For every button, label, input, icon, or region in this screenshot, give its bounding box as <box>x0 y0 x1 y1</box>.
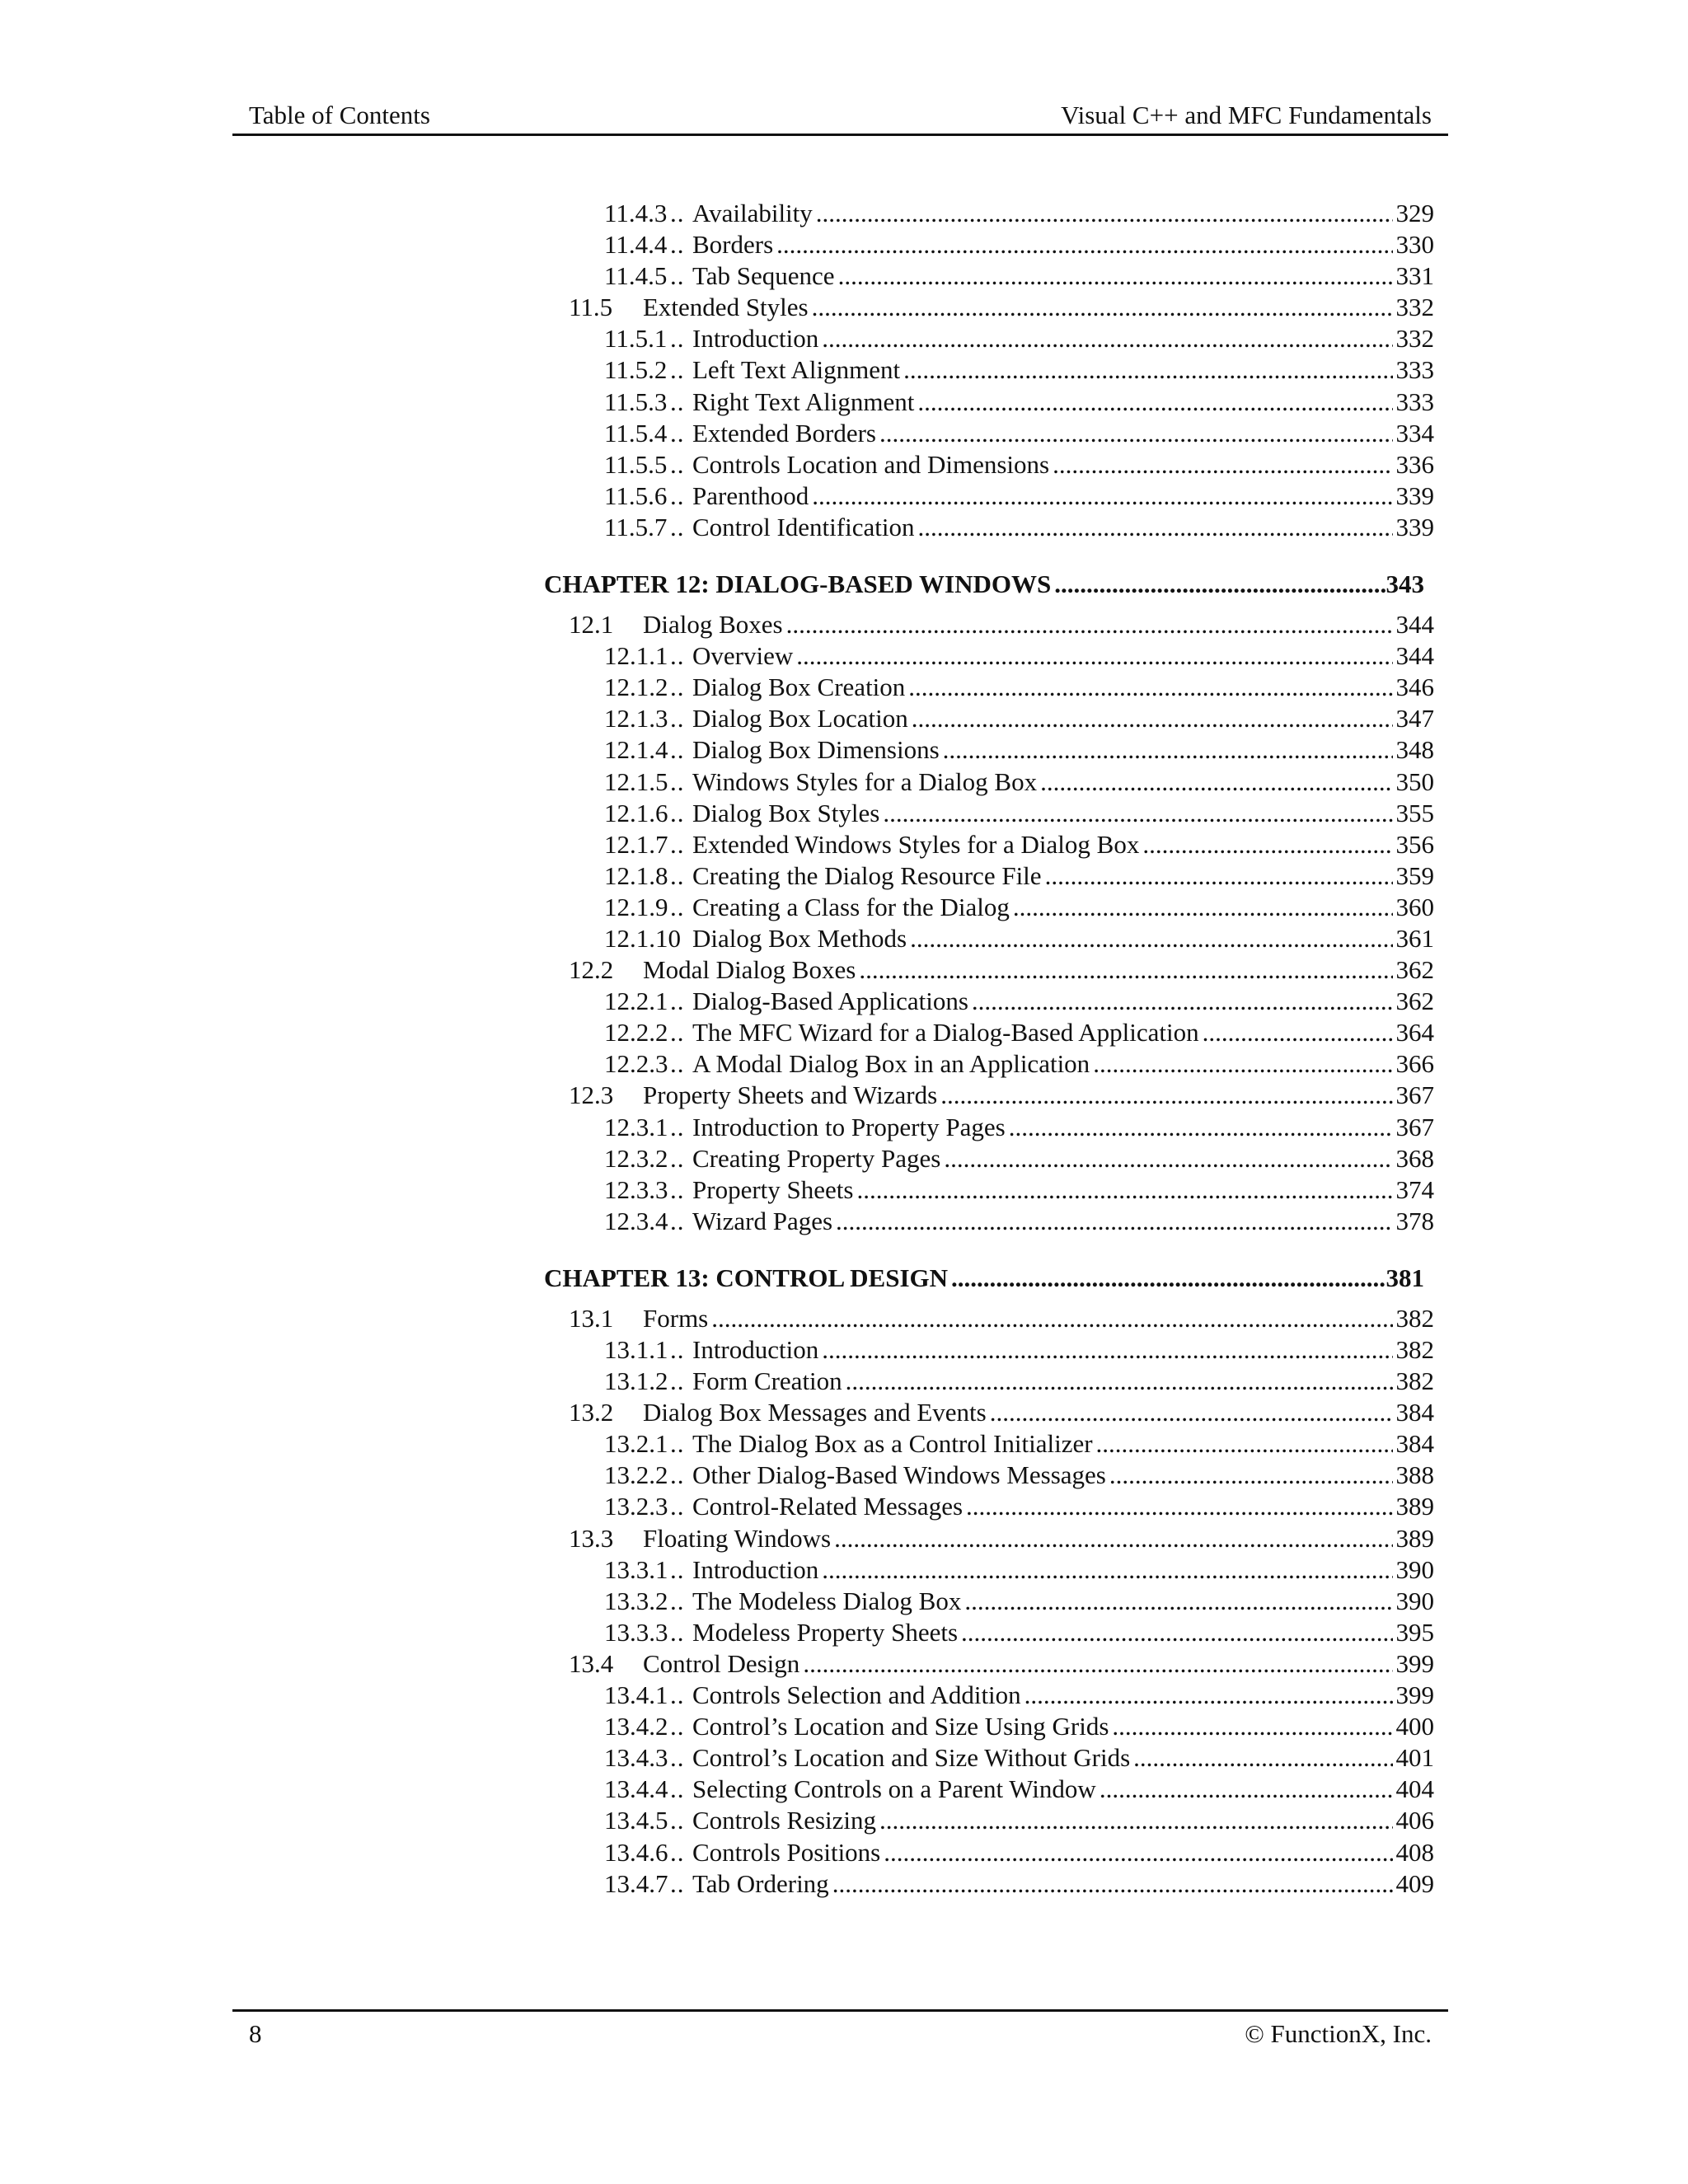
table-of-contents <box>544 198 1434 1900</box>
toc-entry-page: 404 <box>1393 1774 1435 1805</box>
toc-entry[interactable]: 12.3.3 .. Property Sheets ..... 374 <box>544 1174 1434 1206</box>
toc-entry-title: Extended Borders <box>692 418 879 449</box>
toc-entry[interactable]: 13.4.6 .. Controls Positions ..... 408 <box>544 1837 1434 1868</box>
toc-section-number: 13.2 <box>569 1398 614 1427</box>
toc-section-number: 11.5 <box>569 293 613 322</box>
toc-section-title: Extended Styles <box>643 292 812 323</box>
toc-entry-page: 389 <box>1393 1491 1435 1522</box>
toc-entry-title: Extended Windows Styles for a Dialog Box <box>692 829 1142 860</box>
toc-entry-title: Property Sheets <box>692 1174 856 1206</box>
toc-entry[interactable]: 13.4.2 .. Control’s Location and Size Using Grids ..... 400 <box>544 1711 1434 1742</box>
toc-entry[interactable]: 13.4.1 .. Controls Selection and Addition ..... 399 <box>544 1680 1434 1711</box>
toc-entry-number: 12.1.10 <box>604 923 681 953</box>
toc-entry-title: Availability <box>692 198 816 229</box>
toc-entry-page: 333 <box>1393 387 1435 418</box>
chapter-title: CHAPTER 13: CONTROL DESIGN <box>544 1263 951 1294</box>
toc-section-title: Modal Dialog Boxes <box>643 954 859 986</box>
toc-entry-page: 390 <box>1393 1586 1435 1617</box>
toc-section-number: 13.3 <box>569 1523 614 1553</box>
toc-entry-title: Windows Styles for a Dialog Box <box>692 766 1040 798</box>
toc-entry[interactable] <box>544 923 1434 954</box>
toc-entry-number: 11.4.5 <box>604 261 668 291</box>
toc-entry-title: Other Dialog-Based Windows Messages <box>692 1460 1109 1491</box>
toc-entry-page: 362 <box>1393 986 1435 1017</box>
toc-entry[interactable]: 13.2.3 .. Control-Related Messages ..... 389 <box>544 1491 1434 1522</box>
toc-entry-title: The Dialog Box as a Control Initializer <box>692 1428 1096 1460</box>
toc-entry[interactable]: 11.5.7 .. Control Identification ..... 339 <box>544 512 1434 543</box>
toc-entry-page: 344 <box>1393 640 1435 672</box>
toc-section-entry[interactable] <box>544 609 1434 640</box>
toc-entry-title: Controls Selection and Addition <box>692 1680 1025 1711</box>
toc-entry[interactable]: 13.1.1 .. Introduction ..... 382 <box>544 1334 1434 1366</box>
toc-entry-page: 378 <box>1393 1206 1435 1237</box>
toc-entry-title: Wizard Pages <box>692 1206 836 1237</box>
toc-section-title: Dialog Boxes <box>643 609 786 640</box>
toc-section-title: Control Design <box>643 1648 803 1680</box>
toc-entry-number: 12.1.5 <box>604 766 668 796</box>
toc-entry-number: 12.3.4 <box>604 1206 668 1235</box>
toc-entry[interactable]: 11.5.5 .. Controls Location and Dimensions ..... 336 <box>544 449 1434 480</box>
toc-entry[interactable]: 12.1.9 .. Creating a Class for the Dialog ..... 360 <box>544 892 1434 923</box>
toc-entry-page: 374 <box>1393 1174 1435 1206</box>
toc-entry-title: Dialog Box Creation <box>692 672 908 703</box>
toc-chapter-12[interactable] <box>544 569 1434 600</box>
toc-entry-title: Borders <box>692 229 776 260</box>
toc-entry-title: Control’s Location and Size Without Grids <box>692 1742 1133 1774</box>
toc-entry-title: Tab Ordering <box>692 1868 832 1900</box>
toc-entry-title: Control Identification <box>692 512 917 543</box>
toc-section-title: Dialog Box Messages and Events <box>643 1397 990 1428</box>
toc-section-number: 12.2 <box>569 955 614 985</box>
toc-entry[interactable]: 11.5.3 .. Right Text Alignment ..... 333 <box>544 387 1434 418</box>
toc-entry-page: 350 <box>1393 766 1435 798</box>
toc-entry-title: Creating Property Pages <box>692 1143 944 1174</box>
toc-entry-title: Introduction <box>692 1554 822 1586</box>
toc-entry-number: 13.3.1 <box>604 1554 668 1584</box>
toc-entry-number: 11.5.6 <box>604 480 668 510</box>
toc-entry-number: 13.2.3 <box>604 1492 668 1521</box>
toc-entry-page: 406 <box>1393 1805 1435 1836</box>
toc-entry-number: 13.2.1 <box>604 1429 668 1459</box>
footer-copyright: © FunctionX, Inc. <box>1245 2019 1432 2048</box>
toc-entry[interactable]: 13.4.5 .. Controls Resizing ..... 406 <box>544 1805 1434 1836</box>
toc-entry-number: 13.1.2 <box>604 1366 668 1396</box>
toc-section-page: 332 <box>1393 292 1435 323</box>
toc-entry-title: Modeless Property Sheets <box>692 1617 961 1648</box>
toc-entry-title: Introduction <box>692 323 822 354</box>
toc-entry-title: Controls Resizing <box>692 1805 879 1836</box>
toc-entry-number: 12.1.6 <box>604 798 668 827</box>
toc-section-page: 344 <box>1393 609 1435 640</box>
toc-entry-page: 347 <box>1393 703 1435 734</box>
toc-entry-number: 12.3.2 <box>604 1143 668 1173</box>
toc-entry-number: 12.2.2 <box>604 1018 668 1047</box>
toc-entry-number: 12.1.1 <box>604 641 668 671</box>
toc-entry[interactable]: 13.4.7 .. Tab Ordering ..... 409 <box>544 1868 1434 1900</box>
toc-entry-title: Left Text Alignment <box>692 354 903 386</box>
toc-entry-page: 399 <box>1393 1680 1435 1711</box>
toc-entry-number: 13.4.3 <box>604 1743 668 1773</box>
toc-entry-number: 12.2.1 <box>604 987 668 1016</box>
toc-entry-title: Dialog Box Methods <box>692 923 910 954</box>
toc-entry-page: 368 <box>1393 1143 1435 1174</box>
toc-entry[interactable]: 13.2.1 .. The Dialog Box as a Control Initializer ..... 384 <box>544 1428 1434 1460</box>
toc-entry-number: 11.4.3 <box>604 199 668 227</box>
toc-entry-title: Introduction <box>692 1334 822 1366</box>
toc-entry[interactable]: 11.4.3 .. Availability ..... 329 <box>544 198 1434 229</box>
toc-entry-page: 395 <box>1393 1617 1435 1648</box>
toc-entry-title: Control’s Location and Size Using Grids <box>692 1711 1112 1742</box>
toc-entry[interactable]: 13.3.2 .. The Modeless Dialog Box ..... 390 <box>544 1586 1434 1617</box>
toc-entry[interactable]: 13.3.3 .. Modeless Property Sheets ..... 395 <box>544 1617 1434 1648</box>
toc-entry-page: 334 <box>1393 418 1435 449</box>
toc-entry-title: Form Creation <box>692 1366 846 1397</box>
toc-entry[interactable]: 12.2.2 .. The MFC Wizard for a Dialog-Based Application ..... 364 <box>544 1017 1434 1048</box>
toc-entry-number: 13.4.1 <box>604 1680 668 1710</box>
toc-entry-number: 12.3.1 <box>604 1112 668 1141</box>
toc-entry-page: 401 <box>1393 1742 1435 1774</box>
toc-section-page: 384 <box>1393 1397 1435 1428</box>
toc-entry-page: 330 <box>1393 229 1435 260</box>
toc-entry-page: 400 <box>1393 1711 1435 1742</box>
toc-entry-number: 13.4.6 <box>604 1837 668 1867</box>
toc-entry-number: 12.1.9 <box>604 892 668 921</box>
toc-entry-number: 11.4.4 <box>604 230 668 260</box>
toc-section-entry[interactable] <box>544 1080 1434 1111</box>
toc-entry-title: Selecting Controls on a Parent Window <box>692 1774 1100 1805</box>
toc-entry-number: 13.3.2 <box>604 1586 668 1615</box>
toc-section-page: 382 <box>1393 1303 1435 1334</box>
toc-entry-title: Dialog Box Location <box>692 703 912 734</box>
toc-entry[interactable]: 11.4.4 .. Borders ..... 330 <box>544 229 1434 260</box>
toc-entry[interactable]: 11.5.6 .. Parenthood ..... 339 <box>544 480 1434 512</box>
toc-entry[interactable]: 12.1.4 .. Dialog Box Dimensions ..... 348 <box>544 734 1434 766</box>
toc-entry[interactable]: 11.5.2 .. Left Text Alignment ..... 333 <box>544 354 1434 386</box>
toc-entry-page: 356 <box>1393 829 1435 860</box>
toc-entry-number: 13.1.1 <box>604 1335 668 1364</box>
toc-entry-page: 408 <box>1393 1837 1435 1868</box>
toc-entry-page: 359 <box>1393 860 1435 892</box>
header-left-title: Table of Contents <box>249 101 430 129</box>
toc-entry-page: 336 <box>1393 449 1435 480</box>
toc-entry-number: 11.5.2 <box>604 355 668 385</box>
toc-entry-number: 11.5.3 <box>604 387 668 416</box>
chapter-title: CHAPTER 12: DIALOG-BASED WINDOWS <box>544 569 1054 600</box>
toc-entry-title: Dialog-Based Applications <box>692 986 972 1017</box>
toc-entry-number: 13.2.2 <box>604 1460 668 1490</box>
toc-entry[interactable]: 11.5.4 .. Extended Borders ..... 334 <box>544 418 1434 449</box>
page-header <box>232 99 1448 136</box>
toc-section-entry[interactable] <box>544 1648 1434 1680</box>
toc-entry-page: 364 <box>1393 1017 1435 1048</box>
toc-section-entry[interactable] <box>544 954 1434 986</box>
toc-entry-title: A Modal Dialog Box in an Application <box>692 1048 1093 1080</box>
toc-entry[interactable]: 12.1.2 .. Dialog Box Creation ..... 346 <box>544 672 1434 703</box>
toc-entry-page: 339 <box>1393 480 1435 512</box>
toc-entry-title: The Modeless Dialog Box <box>692 1586 964 1617</box>
toc-entry-page: 333 <box>1393 354 1435 386</box>
toc-entry-title: Dialog Box Styles <box>692 798 883 829</box>
toc-entry-title: Control-Related Messages <box>692 1491 966 1522</box>
toc-entry-title: Introduction to Property Pages <box>692 1112 1009 1143</box>
toc-entry[interactable]: 12.3.4 .. Wizard Pages ..... 378 <box>544 1206 1434 1237</box>
toc-entry-number: 11.5.7 <box>604 512 668 541</box>
toc-section-page: 389 <box>1393 1523 1435 1554</box>
toc-entry-title: Dialog Box Dimensions <box>692 734 943 766</box>
toc-entry-number: 11.5.4 <box>604 418 668 448</box>
toc-section-number: 12.1 <box>569 610 614 640</box>
toc-entry[interactable]: 11.4.5 .. Tab Sequence ..... 331 <box>544 260 1434 292</box>
toc-section-title: Forms <box>643 1303 711 1334</box>
toc-entry-page: 382 <box>1393 1366 1435 1397</box>
toc-entry-number: 12.3.3 <box>604 1174 668 1204</box>
toc-entry-number: 12.1.7 <box>604 829 668 859</box>
toc-entry-page: 390 <box>1393 1554 1435 1586</box>
toc-chapter-13[interactable] <box>544 1263 1434 1294</box>
toc-section-number: 13.4 <box>569 1648 614 1678</box>
toc-entry[interactable]: 13.3.1 .. Introduction ..... 390 <box>544 1554 1434 1586</box>
toc-entry-number: 13.3.3 <box>604 1617 668 1647</box>
toc-entry[interactable]: 12.1.5 .. Windows Styles for a Dialog Box ..... 350 <box>544 766 1434 798</box>
toc-entry-title: Creating the Dialog Resource File <box>692 860 1045 892</box>
toc-section-entry[interactable] <box>544 292 1434 323</box>
chapter-page: 381 <box>1386 1263 1424 1292</box>
toc-entry[interactable]: 12.1.7 .. Extended Windows Styles for a Dialog Box ..... 356 <box>544 829 1434 860</box>
footer-page-number: 8 <box>249 2019 262 2048</box>
toc-entry-page: 367 <box>1393 1112 1435 1143</box>
toc-entry-page: 346 <box>1393 672 1435 703</box>
toc-entry-title: Tab Sequence <box>692 260 838 292</box>
toc-entry-number: 13.4.7 <box>604 1868 668 1898</box>
toc-entry[interactable]: 12.1.8 .. Creating the Dialog Resource File ..... 359 <box>544 860 1434 892</box>
toc-entry-page: 331 <box>1393 260 1435 292</box>
toc-entry-page: 382 <box>1393 1334 1435 1366</box>
toc-entry-page: 388 <box>1393 1460 1435 1491</box>
toc-entry[interactable]: 13.1.2 .. Form Creation ..... 382 <box>544 1366 1434 1397</box>
toc-section-number: 13.1 <box>569 1303 614 1333</box>
toc-section-title: Floating Windows <box>643 1523 834 1554</box>
toc-entry-page: 332 <box>1393 323 1435 354</box>
toc-entry-title: Controls Positions <box>692 1837 884 1868</box>
toc-entry[interactable]: 12.2.1 .. Dialog-Based Applications ..... 362 <box>544 986 1434 1017</box>
toc-entry[interactable]: 13.4.4 .. Selecting Controls on a Parent Window ..... 404 <box>544 1774 1434 1805</box>
toc-entry[interactable]: 13.2.2 .. Other Dialog-Based Windows Messages ..... 388 <box>544 1460 1434 1491</box>
toc-entry-page: 384 <box>1393 1428 1435 1460</box>
toc-section-page: 367 <box>1393 1080 1435 1111</box>
toc-entry[interactable]: 13.4.3 .. Control’s Location and Size Without Grids ..... 401 <box>544 1742 1434 1774</box>
toc-entry-title: The MFC Wizard for a Dialog-Based Application <box>692 1017 1203 1048</box>
toc-entry-number: 12.1.3 <box>604 704 668 733</box>
toc-section-entry[interactable] <box>544 1397 1434 1428</box>
toc-entry[interactable]: 12.3.2 .. Creating Property Pages ..... 368 <box>544 1143 1434 1174</box>
toc-entry[interactable]: 12.2.3 .. A Modal Dialog Box in an Application ..... 366 <box>544 1048 1434 1080</box>
toc-entry-number: 11.5.5 <box>604 449 668 479</box>
toc-entry-page: 348 <box>1393 734 1435 766</box>
toc-entry-number: 12.2.3 <box>604 1049 668 1079</box>
toc-section-entry[interactable] <box>544 1523 1434 1554</box>
toc-entry-page: 329 <box>1393 198 1435 229</box>
toc-entry-number: 12.1.2 <box>604 673 668 702</box>
toc-entry[interactable]: 12.3.1 .. Introduction to Property Pages ..... 367 <box>544 1112 1434 1143</box>
toc-entry-page: 409 <box>1393 1868 1435 1900</box>
toc-entry-page: 355 <box>1393 798 1435 829</box>
chapter-page: 343 <box>1386 569 1424 599</box>
toc-entry-page: 361 <box>1393 923 1435 954</box>
toc-entry-number: 13.4.5 <box>604 1806 668 1835</box>
toc-entry-title: Parenthood <box>692 480 812 512</box>
toc-entry[interactable]: 12.1.6 .. Dialog Box Styles ..... 355 <box>544 798 1434 829</box>
toc-section-entry[interactable] <box>544 1303 1434 1334</box>
toc-entry-page: 360 <box>1393 892 1435 923</box>
toc-section-title: Property Sheets and Wizards <box>643 1080 940 1111</box>
toc-section-page: 399 <box>1393 1648 1435 1680</box>
header-right-title: Visual C++ and MFC Fundamentals <box>1061 101 1432 129</box>
toc-entry-title: Controls Location and Dimensions <box>692 449 1053 480</box>
toc-entry-page: 339 <box>1393 512 1435 543</box>
toc-entry-number: 11.5.1 <box>604 324 668 354</box>
toc-entry-number: 12.1.8 <box>604 860 668 890</box>
toc-section-page: 362 <box>1393 954 1435 986</box>
toc-entry-number: 12.1.4 <box>604 735 668 765</box>
toc-entry-title: Creating a Class for the Dialog <box>692 892 1013 923</box>
toc-entry[interactable]: 11.5.1 .. Introduction ..... 332 <box>544 323 1434 354</box>
toc-entry-page: 366 <box>1393 1048 1435 1080</box>
toc-entry-title: Right Text Alignment <box>692 387 917 418</box>
toc-entry-title: Overview <box>692 640 796 672</box>
toc-entry-number: 13.4.2 <box>604 1712 668 1741</box>
toc-entry-number: 13.4.4 <box>604 1774 668 1804</box>
toc-section-number: 12.3 <box>569 1080 614 1110</box>
page-footer <box>232 2009 1448 2048</box>
toc-entry[interactable]: 12.1.3 .. Dialog Box Location ..... 347 <box>544 703 1434 734</box>
toc-entry[interactable]: 12.1.1 .. Overview ..... 344 <box>544 640 1434 672</box>
